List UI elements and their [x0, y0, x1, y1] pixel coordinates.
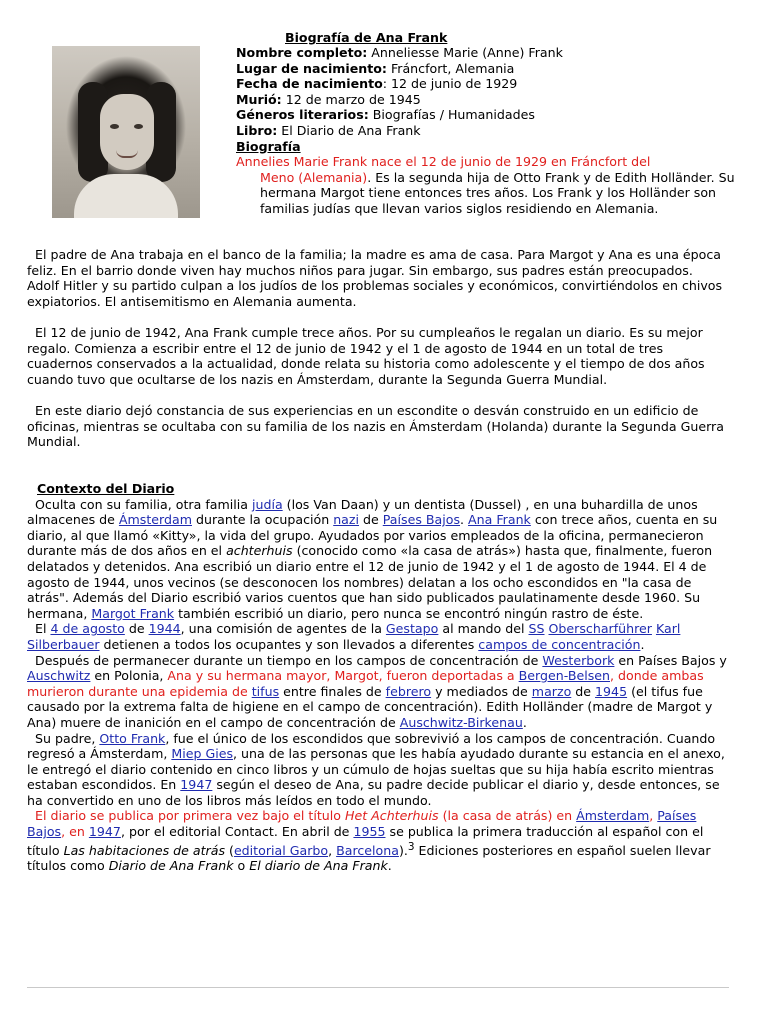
facts-block — [236, 45, 736, 217]
bio-intro: Annelies Marie Frank nace el 12 de junio de 1929 en Fráncfort del Meno (Alemania). Es la segunda hija de Otto Frank y de Edith Holländer. Su hermana Margot tiene entonces tres años. Los Frank y los Holländer son familias judías que llevan varios siglos residiendo en Alemania. — [236, 154, 735, 216]
context-paragraph-3: Después de permanecer durante un tiempo en los campos de concentración de Westerbork en Países Bajos y Auschwitz en Polonia, Ana y su hermana mayor, Margot, fueron deportadas a Bergen-Belsen, donde ambas murieron durante una epidemia de tifus entre finales de febrero y mediados de marzo de 1945 (el tifus fue causado por la extrema falta de higiene en el campo de concentración). Edith Holländer (madre de Margot y Ana) muere de inanición en el campo de concentración de Auschwitz-Birkenau. — [27, 652, 727, 730]
link-editorial-garbo[interactable]: editorial Garbo — [233, 842, 329, 858]
context-heading: Contexto del Diario — [37, 481, 175, 496]
context-paragraph-2: El 4 de agosto de 1944, una comisión de agentes de la Gestapo al mando del SS Oberscharführer Karl Silberbauer detienen a todos los ocupantes y son llevados a diferentes campos de concentración. — [27, 621, 681, 652]
link-1947-2[interactable]: 1947 — [88, 824, 121, 840]
paragraph-1: El padre de Ana trabaja en el banco de la familia; la madre es ama de casa. Para Margot y Ana es una época feliz. En el barrio donde viven hay muchos niños para jugar. Sin embargo, sus padres están preocupados. Adolf Hitler y su partido culpan a los judíos de los problemas sociales y económicos, convirtiéndolos en chivos expiatorios. El antisemitismo en Alemania aumenta. — [27, 247, 723, 309]
link-1955[interactable]: 1955 — [353, 824, 386, 840]
fact-birthdate: Fecha de nacimiento: 12 de junio de 1929 — [236, 76, 518, 92]
portrait-photo — [52, 46, 200, 218]
link-otto-frank[interactable]: Otto Frank — [99, 730, 166, 746]
biography-paragraphs — [27, 247, 727, 450]
link-campos-concentracion[interactable]: campos de concentración — [478, 636, 641, 652]
link-paises-bajos-2[interactable]: Países Bajos — [27, 808, 697, 840]
link-paises-bajos[interactable]: Países Bajos — [382, 512, 461, 528]
bio-heading: Biografía — [236, 138, 301, 154]
footer-divider — [27, 987, 729, 988]
context-paragraph-4: Su padre, Otto Frank, fue el único de los escondidos que sobrevivió a los campos de concentración. Cuando regresó a Ámsterdam, Miep Gies, una de las personas que les había ayudado durante su estancia en el anexo, le entregó el diario contenido en cinco libros y un cúmulo de hojas sueltas que su hija había escrito mientras estaban escondidos. En 1947 según el deseo de Ana, su padre decide publicar el diario y, desde entonces, se ha convertido en uno de los libros más leídos en todo el mundo. — [27, 730, 725, 808]
context-paragraph-5: El diario se publica por primera vez bajo el título Het Achterhuis (la casa de atrás) en Ámsterdam, Países Bajos, en 1947, por el editorial Contact. En abril de 1955 se publica la primera traducción al español con el título Las habitaciones de atrás (editorial Garbo, Barcelona).$^3$ Ediciones posteriores en español suelen llevar títulos como Diario de Ana Frank o El diario de Ana Frank. — [27, 808, 711, 874]
link-marzo[interactable]: marzo — [531, 683, 572, 699]
link-ss[interactable]: SS — [528, 621, 545, 637]
fact-birthplace: Lugar de nacimiento: Fráncfort, Alemania — [236, 60, 515, 76]
context-section — [27, 481, 727, 874]
link-barcelona[interactable]: Barcelona — [336, 842, 399, 858]
link-auschwitz-birkenau[interactable]: Auschwitz-Birkenau — [399, 714, 523, 730]
link-oberscharfuhrer[interactable]: Oberscharführer — [548, 621, 652, 637]
link-1947[interactable]: 1947 — [180, 777, 213, 793]
link-4-agosto[interactable]: 4 de agosto — [50, 621, 125, 637]
context-paragraph-1: Oculta con su familia, otra familia judía (los Van Daan) y un dentista (Dussel) , en una buhardilla de unos almacenes de Ámsterdam durante la ocupación nazi de Países Bajos. Ana Frank con trece años, cuenta en su diario, al que llamó «Kitty», la vida del grupo. Ayudados por varios empleados de la oficina, permanecieron durante más de dos años en el achterhuis (conocido como «la casa de atrás») hasta que, finalmente, fueron delatados y detenidos. Ana escribió un diario entre el 12 de junio de 1942 y el 1 de agosto de 1944. El 4 de agosto de 1944, unos vecinos (se desconocen los nombres) delatan a los ocho escondidos en "la casa de atrás". Además del Diario escribió varios cuentos que han sido publicados paulatinamente desde 1960. Su hermana, Margot Frank también escribió un diario, pero nunca se encontró ningún rastro de éste. — [27, 496, 718, 621]
link-nazi[interactable]: nazi — [333, 512, 360, 528]
fact-genres: Géneros literarios: Biografías / Humanidades — [236, 107, 535, 123]
link-westerbork[interactable]: Westerbork — [542, 652, 615, 668]
fact-death: Murió: 12 de marzo de 1945 — [236, 91, 421, 107]
link-ana-frank[interactable]: Ana Frank — [468, 512, 531, 528]
link-auschwitz[interactable]: Auschwitz — [27, 668, 91, 684]
link-miep-gies[interactable]: Miep Gies — [171, 746, 234, 762]
link-tifus[interactable]: tifus — [251, 683, 280, 699]
link-karl-silberbauer[interactable]: Karl Silberbauer — [27, 621, 681, 652]
link-bergen-belsen[interactable]: Bergen-Belsen — [518, 668, 610, 684]
link-1944[interactable]: 1944 — [148, 621, 181, 637]
link-margot-frank[interactable]: Margot Frank — [91, 605, 175, 621]
link-febrero[interactable]: febrero — [385, 683, 432, 699]
page-title: Biografía de Ana Frank — [285, 30, 448, 45]
fact-full-name: Nombre completo: Anneliesse Marie (Anne) Frank — [236, 45, 563, 60]
paragraph-3: En este diario dejó constancia de sus experiencias en un escondite o desván construido en un edificio de oficinas, mientras se ocultaba con su familia de los nazis en Ámsterdam (Holanda) durante la Segunda Guerra Mundial. — [27, 402, 724, 450]
link-1945[interactable]: 1945 — [595, 683, 628, 699]
footnote-marker[interactable]: 3 — [407, 840, 415, 853]
link-amsterdam-2[interactable]: Ámsterdam — [576, 808, 650, 824]
link-judia[interactable]: judía — [251, 496, 283, 512]
link-gestapo[interactable]: Gestapo — [385, 621, 439, 637]
link-amsterdam[interactable]: Ámsterdam — [118, 512, 192, 528]
paragraph-2: El 12 de junio de 1942, Ana Frank cumple trece años. Por su cumpleaños le regalan un diario. Es su mejor regalo. Comienza a escribir entre el 12 de junio de 1942 y el 1 de agosto de 1944 en un total de tres cuadernos conservados a la actualidad, donde relata su historia como adolescente y el tiempo de dos años cuando tuvo que ocultarse de los nazis en Ámsterdam, durante la Segunda Guerra Mundial. — [27, 324, 705, 387]
fact-book: Libro: El Diario de Ana Frank — [236, 122, 421, 138]
